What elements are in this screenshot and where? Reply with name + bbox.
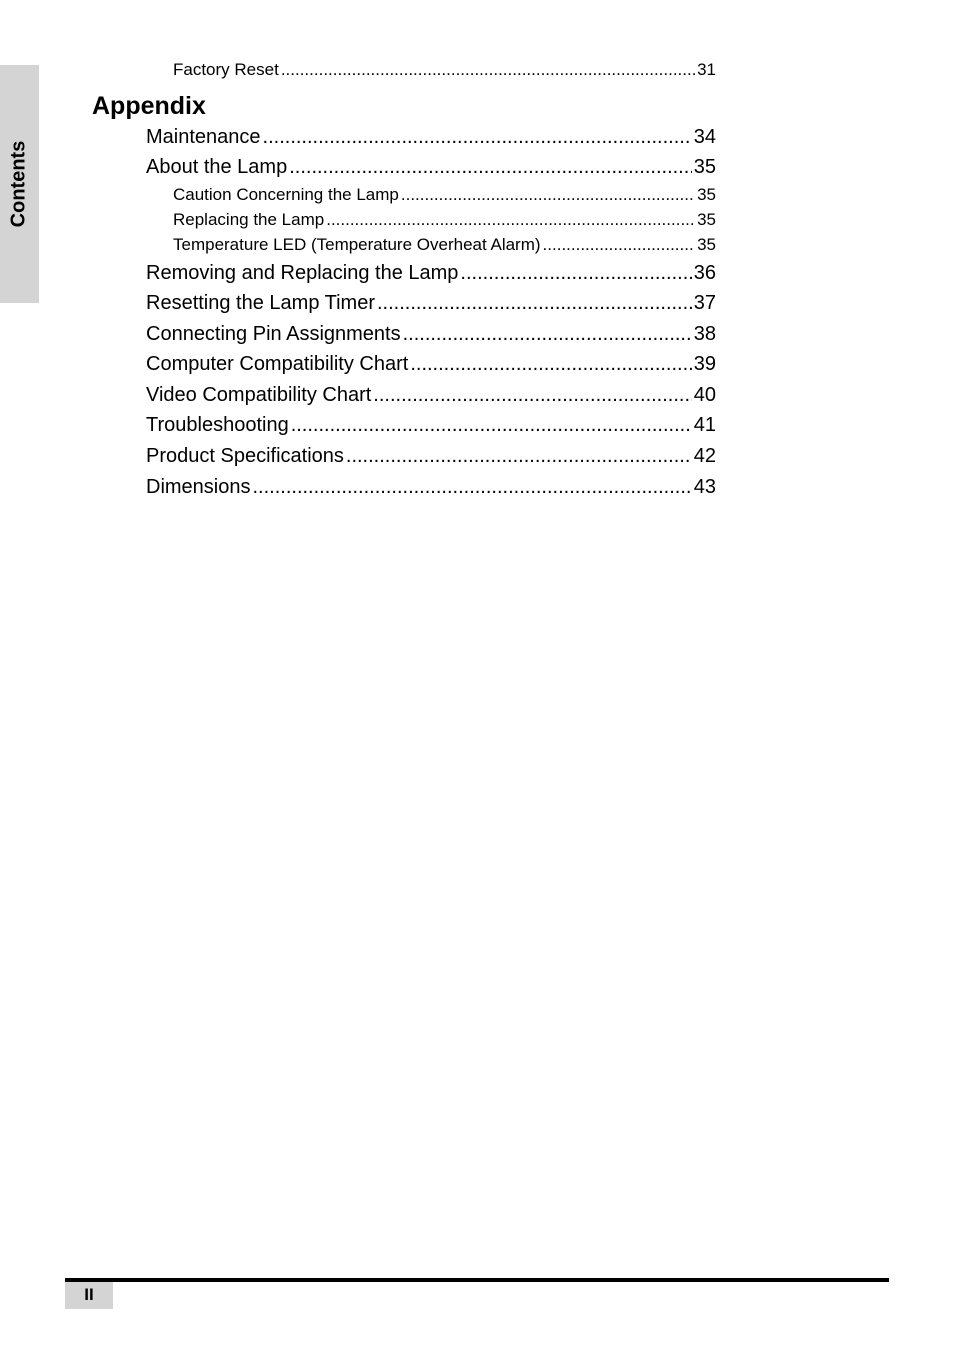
toc-entry-maintenance[interactable]	[146, 126, 716, 149]
toc-entry-label: About the Lamp	[146, 156, 288, 178]
dot-leader	[289, 156, 692, 179]
toc-entry-label: Removing and Replacing the Lamp	[146, 262, 459, 284]
toc-entry-label: Resetting the Lamp Timer	[146, 292, 375, 314]
toc-page-number: 40	[693, 384, 716, 406]
toc-entry-about-the-lamp[interactable]	[146, 156, 716, 179]
toc-page-number: 35	[697, 185, 716, 204]
dot-leader	[373, 384, 691, 407]
dot-leader	[326, 210, 695, 230]
toc-entry-replacing-the-lamp[interactable]	[173, 210, 716, 230]
dot-leader	[346, 445, 692, 468]
toc-entry-product-specifications[interactable]	[146, 445, 716, 468]
section-heading-appendix: Appendix	[92, 92, 206, 120]
toc-entry-label: Maintenance	[146, 126, 261, 148]
toc-page-number: 41	[693, 414, 716, 436]
toc-entry-label: Factory Reset	[173, 60, 279, 79]
toc-entry-factory-reset[interactable]	[173, 60, 716, 80]
toc-entry-label: Video Compatibility Chart	[146, 384, 372, 406]
toc-entry-label: Computer Compatibility Chart	[146, 353, 409, 375]
toc-page-number: 35	[693, 156, 716, 178]
toc-page-number: 36	[693, 262, 716, 284]
toc-page-number: 31	[697, 60, 716, 79]
toc-entry-dimensions[interactable]	[146, 476, 716, 499]
dot-leader	[403, 323, 692, 346]
dot-leader	[263, 126, 692, 149]
toc-page-number: 35	[697, 210, 716, 229]
toc-entry-connecting-pin-assignments[interactable]	[146, 323, 716, 346]
toc-entry-temperature-led[interactable]	[173, 235, 716, 255]
toc-page-number: 38	[693, 323, 716, 345]
dot-leader	[281, 60, 695, 80]
toc-entry-label: Caution Concerning the Lamp	[173, 185, 399, 204]
dot-leader	[252, 476, 691, 499]
page-number-badge	[65, 1282, 113, 1309]
dot-leader	[377, 292, 692, 315]
toc-entry-label: Dimensions	[146, 476, 251, 498]
toc-entry-removing-and-replacing-the-lamp[interactable]	[146, 262, 716, 285]
toc-entry-caution-concerning-the-lamp[interactable]	[173, 185, 716, 205]
dot-leader	[291, 414, 692, 437]
dot-leader	[401, 185, 695, 205]
footer-rule	[65, 1278, 889, 1282]
toc-entry-label: Product Specifications	[146, 445, 344, 467]
toc-entry-troubleshooting[interactable]	[146, 414, 716, 437]
dot-leader	[410, 353, 691, 376]
toc-page-number: 35	[697, 235, 716, 254]
toc-entry-label: Temperature LED (Temperature Overheat Alarm)	[173, 235, 541, 254]
dot-leader	[460, 262, 691, 285]
side-tab-label: Contents	[7, 140, 30, 228]
toc-page-number: 42	[693, 445, 716, 467]
toc-page-number: 37	[693, 292, 716, 314]
page-number: II	[84, 1285, 94, 1304]
toc-entry-computer-compatibility-chart[interactable]	[146, 353, 716, 376]
toc-entry-label: Replacing the Lamp	[173, 210, 325, 229]
toc-entry-resetting-the-lamp-timer[interactable]	[146, 292, 716, 315]
toc-page-number: 34	[693, 126, 716, 148]
toc-entry-label: Troubleshooting	[146, 414, 289, 436]
dot-leader	[543, 235, 696, 255]
toc-entry-video-compatibility-chart[interactable]	[146, 384, 716, 407]
toc-entry-label: Connecting Pin Assignments	[146, 323, 401, 345]
toc-page-number: 39	[693, 353, 716, 375]
toc-page-number: 43	[693, 476, 716, 498]
